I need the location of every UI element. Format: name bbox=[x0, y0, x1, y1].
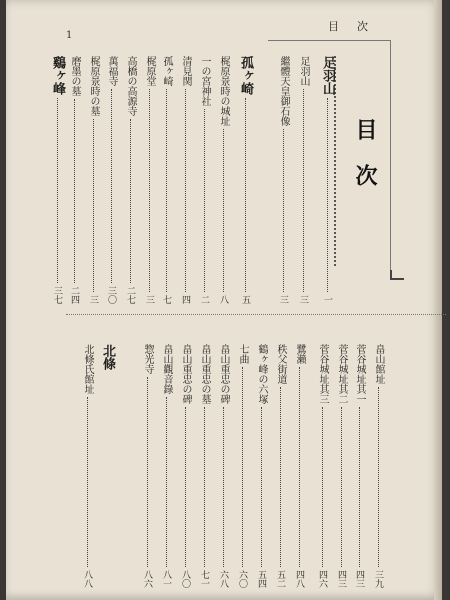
toc-entry-page: 六八 bbox=[218, 570, 228, 588]
toc-entry bbox=[235, 344, 250, 588]
toc-entry-title: 鷺瀨 bbox=[294, 344, 305, 364]
leader-dots bbox=[223, 407, 224, 567]
toc-entry bbox=[80, 344, 95, 588]
toc-entry-title: 萬福寺 bbox=[106, 56, 117, 86]
leader-dots bbox=[283, 129, 284, 292]
leader-dots bbox=[130, 119, 131, 283]
toc-entry-page: 四三 bbox=[354, 570, 364, 588]
toc-entry-title: 北條氏館址 bbox=[82, 344, 93, 394]
page-number: 1 bbox=[66, 30, 73, 41]
leader-dots bbox=[327, 98, 328, 292]
toc-entry-title: 孤ヶ崎 bbox=[161, 56, 172, 86]
leader-dots bbox=[111, 89, 112, 283]
toc-entry-page: 三七 bbox=[52, 286, 62, 304]
title-frame-line bbox=[268, 40, 390, 42]
toc-entry-title: 梶原景時の城址 bbox=[218, 56, 229, 126]
toc-entry-page: 三 bbox=[298, 295, 308, 304]
toc-entry-title: 畠山重忠の碑 bbox=[180, 344, 191, 404]
toc-entry-page: 四三 bbox=[336, 570, 346, 588]
toc-entry bbox=[48, 56, 67, 304]
toc-entry-page: 五 bbox=[240, 295, 250, 304]
book-page bbox=[6, 0, 442, 600]
running-head: 目次 bbox=[328, 20, 386, 33]
leader-dots bbox=[147, 377, 148, 567]
toc-entry-title: 一の宮神社 bbox=[199, 56, 210, 106]
toc-entry-page: 八〇 bbox=[180, 570, 190, 588]
page-title: 目次 bbox=[352, 118, 378, 210]
leader-dots bbox=[303, 89, 304, 292]
toc-entry-title: 足羽山 bbox=[298, 56, 309, 86]
toc-entry bbox=[352, 344, 367, 588]
toc-entry bbox=[292, 344, 307, 588]
divider bbox=[66, 314, 446, 316]
leader-dots bbox=[341, 407, 342, 567]
title-frame-corner bbox=[390, 270, 404, 280]
toc-entry bbox=[315, 344, 330, 588]
toc-entry-title: 菅谷城址其二 bbox=[336, 344, 347, 404]
leader-dots bbox=[204, 407, 205, 567]
toc-entry-title: 梶原堂 bbox=[144, 56, 155, 86]
toc-entry bbox=[236, 56, 255, 304]
toc-entry-page: 三 bbox=[88, 295, 98, 304]
toc-entry-title: 畠山館址 bbox=[373, 344, 384, 384]
toc-entry-page: 八八 bbox=[82, 570, 92, 588]
toc-entry-title: 秩父街道 bbox=[275, 344, 286, 384]
toc-entry-title: 畠山觀音錄 bbox=[161, 344, 172, 394]
toc-entry-page: 八 bbox=[218, 295, 228, 304]
toc-entry-page: 八六 bbox=[142, 570, 152, 588]
toc-entry bbox=[254, 344, 269, 588]
toc-entry-title: 畠山重忠の碑 bbox=[218, 344, 229, 404]
leader-dots bbox=[245, 98, 246, 292]
toc-entry bbox=[142, 56, 157, 304]
toc-entry-title: 梶原景時の墓 bbox=[88, 56, 99, 116]
leader-dots bbox=[166, 397, 167, 567]
leader-dots bbox=[322, 407, 323, 567]
toc-entry-page: 三〇 bbox=[106, 286, 116, 304]
toc-entry bbox=[216, 56, 231, 304]
leader-dots bbox=[74, 99, 75, 283]
toc-entry-page: 四 bbox=[180, 295, 190, 304]
toc-entry bbox=[318, 56, 337, 304]
toc-entry bbox=[86, 56, 101, 304]
toc-entry-title: 菅谷城址其一 bbox=[354, 344, 365, 404]
toc-entry-page: 二 bbox=[199, 295, 209, 304]
toc-entry bbox=[140, 344, 155, 588]
toc-entry bbox=[98, 344, 117, 588]
leader-dots bbox=[57, 98, 58, 283]
toc-entry-page: 四八 bbox=[294, 570, 304, 588]
leader-dots bbox=[359, 407, 360, 567]
toc-entry-page: 三 bbox=[144, 295, 154, 304]
toc-entry-page: 七 bbox=[161, 295, 171, 304]
toc-entry-page: 四六 bbox=[317, 570, 327, 588]
toc-entry-title: 鶴ヶ峰の六塚 bbox=[256, 344, 267, 404]
toc-entry bbox=[197, 344, 212, 588]
leader-dots bbox=[242, 367, 243, 567]
toc-entry-page: 五二 bbox=[275, 570, 285, 588]
toc-entry-title: 北條 bbox=[100, 344, 115, 370]
page-edge bbox=[434, 0, 442, 600]
toc-entry-title: 繼體天皇御石像 bbox=[278, 56, 289, 126]
toc-entry-page: 八一 bbox=[161, 570, 171, 588]
toc-entry bbox=[197, 56, 212, 304]
toc-entry bbox=[296, 56, 311, 304]
toc-entry-title: 惣光寺 bbox=[142, 344, 153, 374]
toc-entry-title: 孤ヶ崎 bbox=[238, 56, 253, 95]
leader-dots bbox=[185, 407, 186, 567]
leader-dots bbox=[280, 387, 281, 567]
toc-entry bbox=[276, 56, 291, 304]
leader-dots bbox=[261, 407, 262, 567]
toc-entry bbox=[371, 344, 386, 588]
toc-entry-page: 三 bbox=[278, 295, 288, 304]
leader-dots bbox=[299, 367, 300, 567]
toc-entry-title: 清見関 bbox=[180, 56, 191, 86]
leader-dots bbox=[149, 89, 150, 292]
toc-entry-title: 菅谷城址其三 bbox=[317, 344, 328, 404]
toc-entry bbox=[178, 344, 193, 588]
toc-entry bbox=[216, 344, 231, 588]
toc-entry-page: 二七 bbox=[125, 286, 135, 304]
toc-entry bbox=[159, 344, 174, 588]
leader-dots bbox=[223, 129, 224, 292]
toc-entry-title: 高橋の高源寺 bbox=[125, 56, 136, 116]
toc-entry bbox=[159, 56, 174, 304]
toc-entry bbox=[334, 344, 349, 588]
toc-entry-page: 七一 bbox=[199, 570, 209, 588]
toc-entry bbox=[104, 56, 119, 304]
leader-dots bbox=[93, 119, 94, 292]
toc-entry bbox=[123, 56, 138, 304]
toc-entry-page: 六〇 bbox=[237, 570, 247, 588]
toc-entry-title: 鷄ヶ峰 bbox=[50, 56, 65, 95]
toc-entry-title: 足羽山 bbox=[320, 56, 335, 95]
leader-dots bbox=[378, 387, 379, 567]
toc-entry-page: 二四 bbox=[69, 286, 79, 304]
toc-entry bbox=[273, 344, 288, 588]
leader-dots bbox=[185, 89, 186, 292]
toc-entry-title: 畠山重忠の墓 bbox=[199, 344, 210, 404]
toc-entry-page: 三九 bbox=[373, 570, 383, 588]
leader-dots bbox=[166, 89, 167, 292]
leader-dots bbox=[204, 109, 205, 292]
toc-entry bbox=[67, 56, 82, 304]
leader-dots bbox=[87, 397, 88, 567]
toc-entry bbox=[178, 56, 193, 304]
toc-entry-page: 五四 bbox=[256, 570, 266, 588]
toc-entry-page: 一 bbox=[322, 295, 332, 304]
toc-entry-title: 七曲 bbox=[237, 344, 248, 364]
toc-entry-title: 磨墨の墓 bbox=[69, 56, 80, 96]
